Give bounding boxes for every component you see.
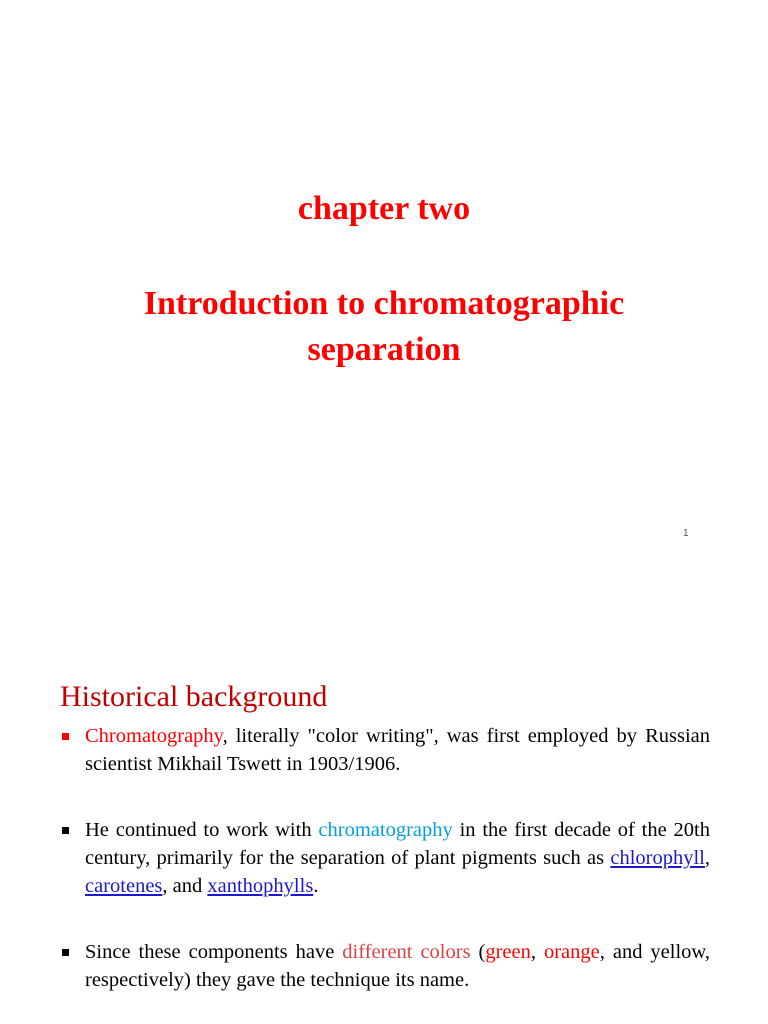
- bullet-text: (: [470, 941, 486, 963]
- link-chlorophyll[interactable]: chlorophyll: [610, 847, 705, 869]
- bullet-list: [60, 722, 710, 994]
- separator: ,: [530, 941, 544, 963]
- bullet-item: [60, 722, 710, 778]
- bullet-text: , and yellow, respectively) they gave the technique its name.: [85, 941, 711, 991]
- square-bullet-icon: [62, 733, 69, 740]
- section-heading: Historical background: [60, 680, 328, 713]
- chapter-heading: chapter two: [297, 190, 471, 227]
- title-line-2: separation: [307, 331, 461, 368]
- title-line-1: Introduction to chromatographic: [143, 285, 625, 322]
- separator: ,: [704, 847, 710, 869]
- bullet-text: in the first decade of the 20th century, primarily for the separation of plant pigments such as: [85, 819, 711, 869]
- bullet-item: [60, 938, 710, 994]
- square-bullet-icon: [62, 949, 69, 956]
- bullet-text: , literally "color writing", was first employed by Russian scientist Mikhail Tswett in 1903/1906.: [85, 725, 710, 775]
- term-chromatography: chromatography: [318, 819, 453, 841]
- bullet-item: [60, 816, 710, 900]
- color-orange: orange: [543, 941, 600, 963]
- term-different-colors: different colors: [342, 941, 471, 963]
- link-xanthophylls[interactable]: xanthophylls: [207, 875, 314, 897]
- term-chromatography: Chromatography: [85, 725, 223, 747]
- link-carotenes[interactable]: carotenes: [85, 875, 163, 897]
- page-number: 1: [683, 528, 689, 539]
- slide-title: [60, 281, 708, 373]
- period: .: [313, 875, 319, 897]
- bullet-text: Since these components have: [85, 941, 343, 963]
- color-green: green: [485, 941, 531, 963]
- square-bullet-icon: [62, 827, 69, 834]
- separator: , and: [162, 875, 208, 897]
- bullet-text: He continued to work with: [85, 819, 319, 841]
